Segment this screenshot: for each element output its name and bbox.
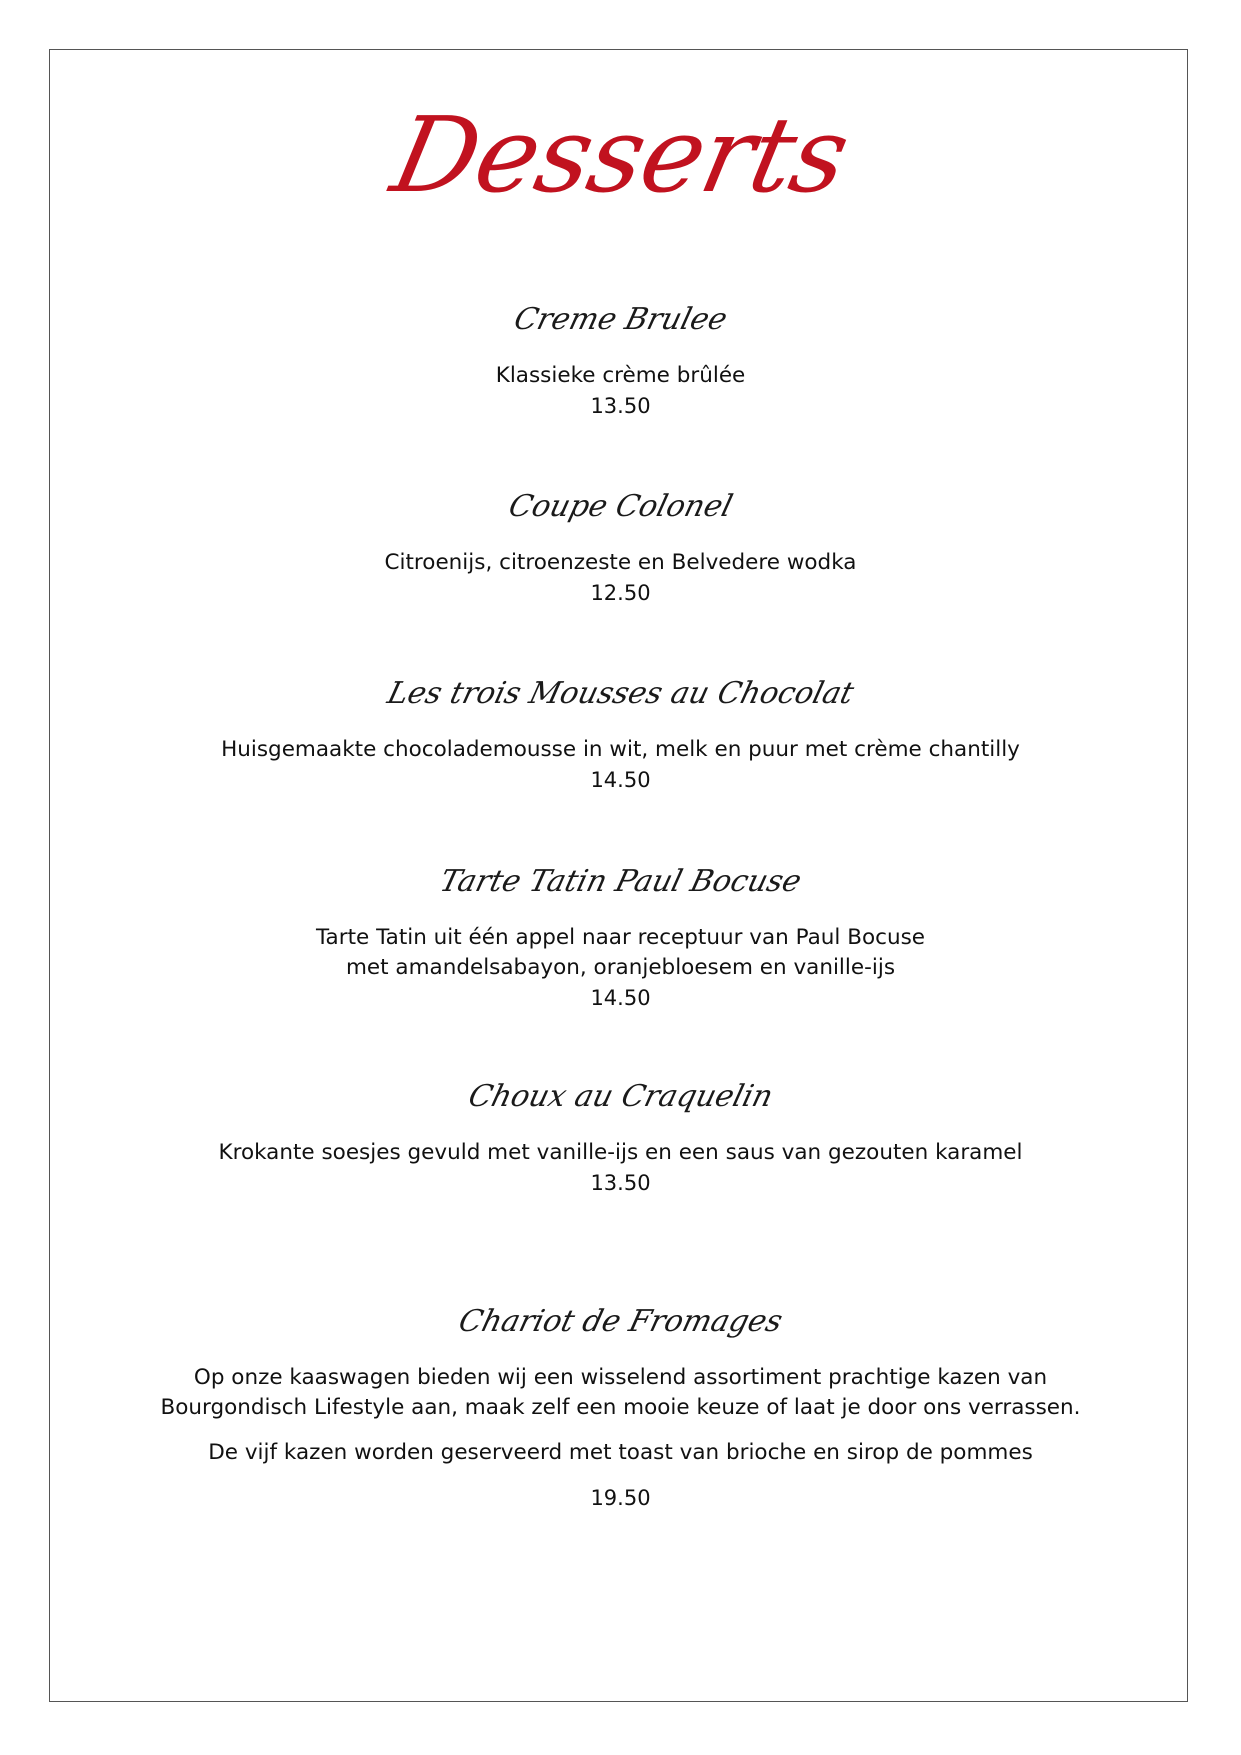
menu-item [100, 674, 1141, 795]
dish-description-line: Tarte Tatin uit één appel naar receptuur van Paul Bocuse [315, 925, 926, 950]
dish-name: Creme Brulee [510, 302, 731, 337]
dish-price: 13.50 [590, 1171, 651, 1195]
menu-item [100, 1077, 1141, 1198]
dish-name: Choux au Craquelin [464, 1079, 777, 1114]
dish-name: Coupe Colonel [505, 489, 737, 524]
menu-item [100, 1302, 1141, 1513]
dish-name: Tarte Tatin Paul Bocuse [436, 864, 805, 899]
dish-description-line: Op onze kaaswagen bieden wij een wisselend assortiment prachtige kazen van [193, 1365, 1048, 1390]
dish-name: Les trois Mousses au Chocolat [383, 676, 858, 711]
dish-price: 12.50 [590, 581, 651, 605]
dish-description: Klassieke crème brûlée [495, 363, 746, 388]
dish-description-line: met amandelsabayon, oranjebloesem en vanille-ijs [345, 955, 896, 980]
dish-description: Krokante soesjes gevuld met vanille-ijs en een saus van gezouten karamel [218, 1140, 1023, 1165]
menu-item [100, 487, 1141, 608]
dish-description-line: Bourgondisch Lifestyle aan, maak zelf een mooie keuze of laat je door ons verrassen. [160, 1395, 1081, 1420]
menu-title: Desserts [382, 94, 859, 216]
menu-item [100, 300, 1141, 421]
dish-description: Huisgemaakte chocolademousse in wit, melk en puur met crème chantilly [221, 737, 1020, 762]
menu-item [100, 862, 1141, 1013]
dish-price: 14.50 [590, 986, 651, 1010]
dish-price: 13.50 [590, 394, 651, 418]
dish-price: 14.50 [590, 768, 651, 792]
dish-description: Citroenijs, citroenzeste en Belvedere wodka [384, 550, 857, 575]
dish-price: 19.50 [590, 1486, 651, 1510]
dish-name: Chariot de Fromages [455, 1304, 787, 1339]
dish-description-line: De vijf kazen worden geserveerd met toast van brioche en sirop de pommes [208, 1440, 1033, 1465]
